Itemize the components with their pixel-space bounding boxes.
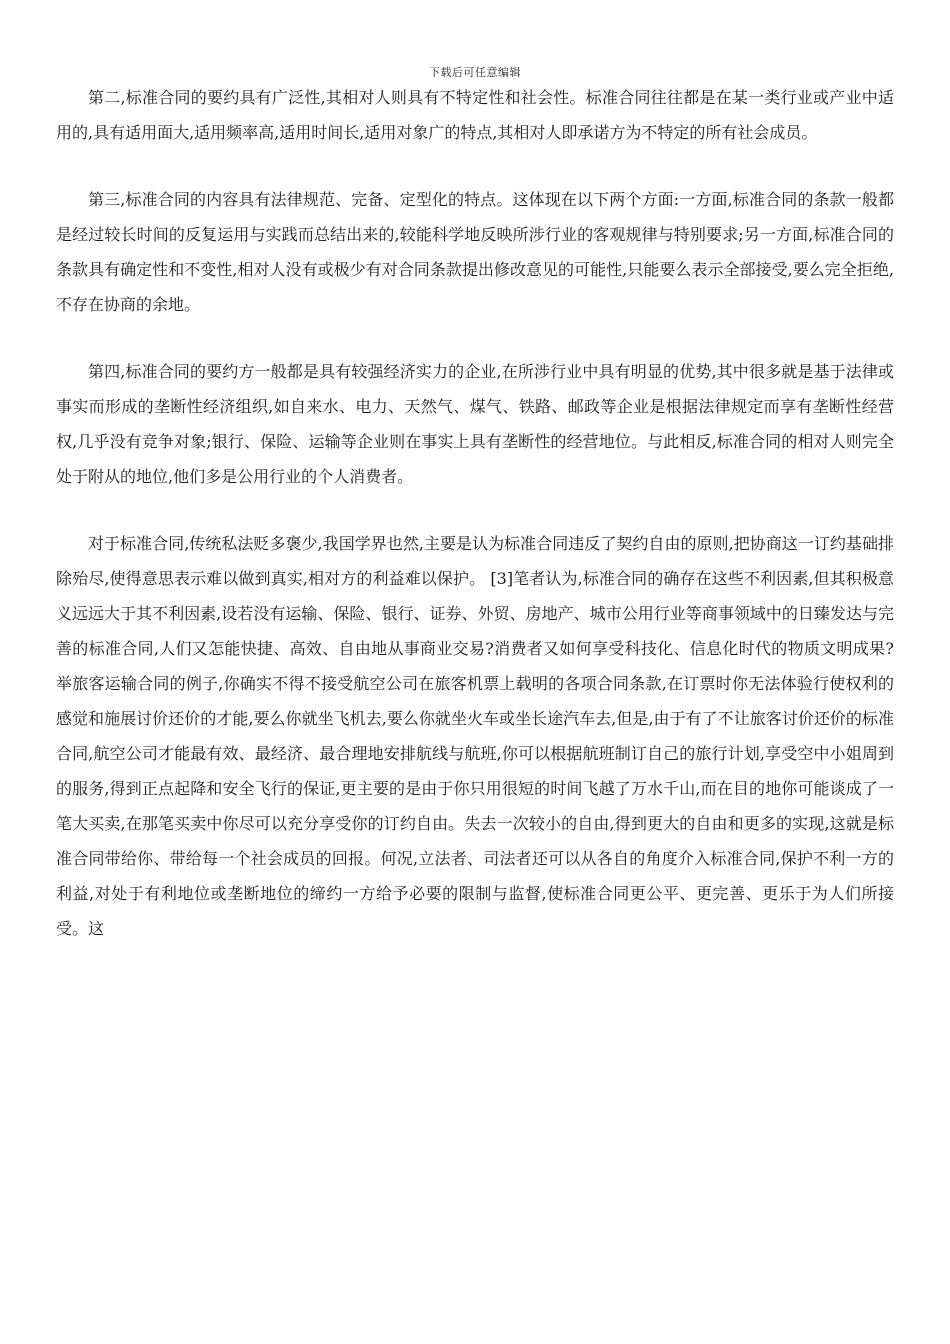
document-body — [56, 80, 894, 978]
paragraph-second-point: 第二,标准合同的要约具有广泛性,其相对人则具有不特定性和社会性。标准合同往往都是在某一类行业或产业中适用的,具有适用面大,适用频率高,适用时间长,适用对象广的特点,其相对人即承诺方为不特定的所有社会成员。 — [56, 88, 894, 142]
paragraph-fourth-point: 第四,标准合同的要约方一般都是具有较强经济实力的企业,在所涉行业中具有明显的优势,其中很多就是基于法律或事实而形成的垄断性经济组织,如自来水、电力、天然气、煤气、铁路、邮政等企业是根据法律规定而享有垄断性经营权,几乎没有竞争对象;银行、保险、运输等企业则在事实上具有垄断性的经营地位。与此相反,标准合同的相对人则完全处于附从的地位,他们多是公用行业的个人消费者。 — [56, 362, 894, 486]
page-header: 下载后可任意编辑 — [429, 66, 521, 79]
paragraph-third-point: 第三,标准合同的内容具有法律规范、完备、定型化的特点。这体现在以下两个方面:一方面,标准合同的条款一般都是经过较长时间的反复运用与实践而总结出来的,较能科学地反映所涉行业的客观规律与特别要求;另一方面,标准合同的条款具有确定性和不变性,相对人没有或极少有对合同条款提出修改意见的可能性,只能要么表示全部接受,要么完全拒绝,不存在协商的余地。 — [56, 190, 894, 314]
paragraph-evaluation: 对于标准合同,传统私法贬多褒少,我国学界也然,主要是认为标准合同违反了契约自由的原则,把协商这一订约基础排除殆尽,使得意思表示难以做到真实,相对方的利益难以保护。 [3]笔者认为,标准合同的确存在这些不利因素,但其积极意义远远大于其不利因素,设若没有运输、保险、银行、证券、外贸、房地产、城市公用行业等商事领域中的日臻发达与完善的标准合同,人们又怎能快捷、高效、自由地从事商业交易?消费者又如何享受科技化、信息化时代的物质文明成果?举旅客运输合同的例子,你确实不得不接受航空公司在旅客机票上载明的各项合同条款,在订票时你无法体验行使权利的感觉和施展讨价还价的才能,要么你就坐飞机去,要么你就坐火车或坐长途汽车去,但是,由于有了不让旅客讨价还价的标准合同,航空公司才能最有效、最经济、最合理地安排航线与航班,你可以根据航班制订自己的旅行计划,享受空中小姐周到的服务,得到正点起降和安全飞行的保证,更主要的是由于你只用很短的时间飞越了万水千山,而在目的地你可能谈成了一笔大买卖,在那笔买卖中你尽可以充分享受你的订约自由。失去一次较小的自由,得到更大的自由和更多的实现,这就是标准合同带给你、带给每一个社会成员的回报。何况,立法者、司法者还可以从各自的角度介入标准合同,保护不利一方的利益,对处于有利地位或垄断地位的缔约一方给予必要的限制与监督,使标准合同更公平、更完善、更乐于为人们所接受。这 — [56, 534, 894, 938]
